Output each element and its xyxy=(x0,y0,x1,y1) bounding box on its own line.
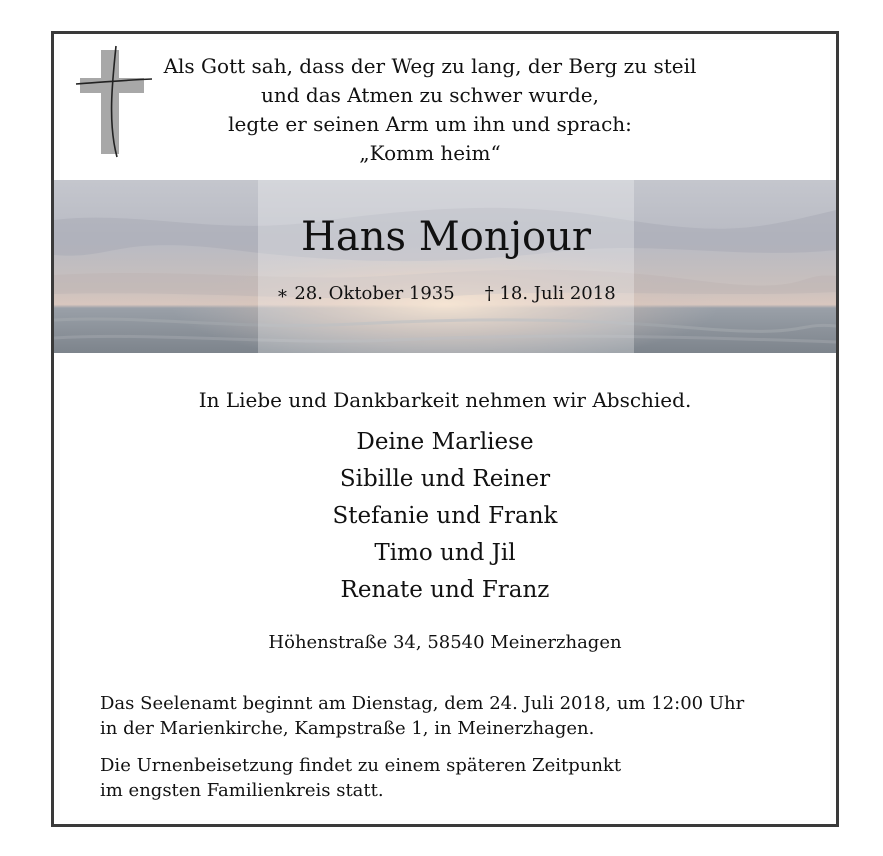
poem-line: Als Gott sah, dass der Weg zu lang, der Berg zu steil xyxy=(163,54,697,78)
family-list xyxy=(54,424,836,609)
deceased-name: Hans Monjour xyxy=(301,214,591,260)
poem-line: und das Atmen zu schwer wurde, xyxy=(261,83,599,107)
notice-line: im engsten Familienkreis statt. xyxy=(100,780,384,801)
seascape-banner xyxy=(54,180,836,353)
birth-symbol: ∗ xyxy=(276,283,289,304)
family-member: Sibille und Reiner xyxy=(339,466,551,492)
life-dates xyxy=(258,283,634,304)
death-date: 18. Juli 2018 xyxy=(499,283,616,304)
address: Höhenstraße 34, 58540 Meinerzhagen xyxy=(268,632,622,653)
notice-line: Das Seelenamt beginnt am Dienstag, dem 24. Juli 2018, um 12:00 Uhr xyxy=(100,693,745,714)
farewell-text: In Liebe und Dankbarkeit nehmen wir Abschied. xyxy=(198,388,692,412)
requiem-notice xyxy=(100,691,744,741)
family-member: Timo und Jil xyxy=(374,540,516,566)
poem-line: legte er seinen Arm um ihn und sprach: xyxy=(228,112,632,136)
notice-line: Die Urnenbeisetzung findet zu einem späteren Zeitpunkt xyxy=(100,755,622,776)
cross-icon xyxy=(74,44,154,159)
burial-notice xyxy=(100,753,621,803)
family-member: Deine Marliese xyxy=(356,429,534,455)
family-member: Renate und Franz xyxy=(340,577,550,603)
poem-line: „Komm heim“ xyxy=(359,141,501,165)
poem xyxy=(150,52,710,168)
notice-line: in der Marienkirche, Kampstraße 1, in Meinerzhagen. xyxy=(100,718,595,739)
family-member: Stefanie und Frank xyxy=(332,503,558,529)
birth-date: 28. Oktober 1935 xyxy=(294,283,455,304)
death-symbol: † xyxy=(484,283,494,304)
